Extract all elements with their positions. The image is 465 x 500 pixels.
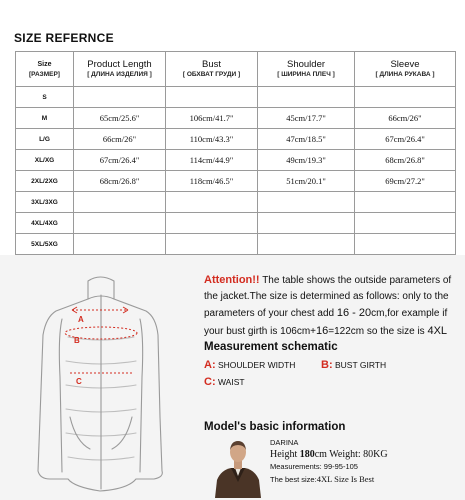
bust-cell: 106cm/41.7" bbox=[166, 108, 258, 129]
table-row bbox=[16, 129, 456, 150]
sleeve-cell: 67cm/26.4" bbox=[355, 129, 456, 150]
sleeve-cell: 69cm/27.2" bbox=[355, 171, 456, 192]
diagram-label-a: A bbox=[78, 315, 84, 324]
size-cell: 5XL/5XG bbox=[16, 234, 74, 255]
attention-text1: The table shows the outside parameters of the jacket.The size is determined as follows: only to the parameters of your chest add bbox=[204, 275, 452, 320]
shoulder-cell: 49cm/19.3" bbox=[258, 150, 355, 171]
shoulder-cell bbox=[258, 234, 355, 255]
bust-cell: 110cm/43.3" bbox=[166, 129, 258, 150]
attention-text3: =122cm so the size is bbox=[328, 325, 428, 337]
header-shoulder: Shoulder [ ШИРИНА ПЛЕЧ ] bbox=[258, 52, 355, 87]
table-row bbox=[16, 192, 456, 213]
size-cell: 4XL/4XG bbox=[16, 213, 74, 234]
size-reference-title: SIZE REFERNCE bbox=[14, 31, 114, 45]
model-photo bbox=[211, 436, 265, 498]
size-table-header bbox=[16, 52, 456, 87]
jacket-diagram bbox=[10, 267, 190, 495]
attention-plus: 16 bbox=[316, 324, 329, 337]
sleeve-cell bbox=[355, 87, 456, 108]
table-row bbox=[16, 87, 456, 108]
model-name: DARINA bbox=[270, 438, 299, 447]
legend-b: B: BUST GIRTH bbox=[321, 359, 387, 371]
shoulder-cell: 47cm/18.5" bbox=[258, 129, 355, 150]
diagram-label-b: B bbox=[74, 336, 80, 345]
size-cell: L/G bbox=[16, 129, 74, 150]
sleeve-cell bbox=[355, 213, 456, 234]
sleeve-cell: 66cm/26" bbox=[355, 108, 456, 129]
table-row bbox=[16, 108, 456, 129]
size-cell: 2XL/2XG bbox=[16, 171, 74, 192]
size-cell: M bbox=[16, 108, 74, 129]
shoulder-cell: 51cm/20.1" bbox=[258, 171, 355, 192]
legend-c: C: WAIST bbox=[204, 376, 245, 388]
attention-heading: Attention!! bbox=[204, 274, 260, 286]
table-row bbox=[16, 150, 456, 171]
table-row bbox=[16, 234, 456, 255]
bust-cell bbox=[166, 192, 258, 213]
length-cell: 66cm/26" bbox=[74, 129, 166, 150]
shoulder-cell bbox=[258, 192, 355, 213]
table-row bbox=[16, 213, 456, 234]
table-row bbox=[16, 171, 456, 192]
info-panel bbox=[0, 255, 465, 500]
attention-note bbox=[204, 272, 462, 340]
length-cell bbox=[74, 213, 166, 234]
attention-range: 16 - 20 bbox=[336, 307, 372, 320]
header-length: Product Length [ ДЛИНА ИЗДЕЛИЯ ] bbox=[74, 52, 166, 87]
model-details bbox=[270, 437, 388, 486]
length-cell bbox=[74, 87, 166, 108]
model-measurements: Measurements: 99-95-105 bbox=[270, 462, 358, 471]
length-cell bbox=[74, 192, 166, 213]
attention-size: 4XL bbox=[427, 324, 448, 337]
length-cell: 67cm/26.4" bbox=[74, 150, 166, 171]
diagram-label-c: C bbox=[76, 377, 82, 386]
legend-a: A: SHOULDER WIDTH bbox=[204, 359, 296, 371]
size-table bbox=[15, 51, 456, 276]
header-sleeve: Sleeve [ ДЛИНА РУКАВА ] bbox=[355, 52, 456, 87]
size-cell: XL/XG bbox=[16, 150, 74, 171]
length-cell: 68cm/26.8" bbox=[74, 171, 166, 192]
model-height-weight: Height 180cm Weight: 80KG bbox=[270, 449, 388, 460]
header-size: Size [РАЗМЕР] bbox=[16, 52, 74, 87]
bust-cell: 114cm/44.9" bbox=[166, 150, 258, 171]
length-cell bbox=[74, 234, 166, 255]
model-best-size: The best size:4XL Size Is Best bbox=[270, 474, 375, 484]
bust-cell bbox=[166, 213, 258, 234]
length-cell: 65cm/25.6" bbox=[74, 108, 166, 129]
shoulder-cell: 45cm/17.7" bbox=[258, 108, 355, 129]
measurement-heading: Measurement schematic bbox=[204, 341, 338, 353]
sleeve-cell bbox=[355, 234, 456, 255]
shoulder-cell bbox=[258, 87, 355, 108]
bust-cell bbox=[166, 87, 258, 108]
attention-text2: cm,for example if your bust girth is 106cm+ bbox=[204, 308, 448, 337]
bust-cell: 118cm/46.5" bbox=[166, 171, 258, 192]
header-bust: Bust [ ОБХВАТ ГРУДИ ] bbox=[166, 52, 258, 87]
size-cell: 3XL/3XG bbox=[16, 192, 74, 213]
size-cell: S bbox=[16, 87, 74, 108]
bust-cell bbox=[166, 234, 258, 255]
shoulder-cell bbox=[258, 213, 355, 234]
sleeve-cell: 68cm/26.8" bbox=[355, 150, 456, 171]
model-info-heading: Model's basic information bbox=[204, 421, 346, 433]
sleeve-cell bbox=[355, 192, 456, 213]
